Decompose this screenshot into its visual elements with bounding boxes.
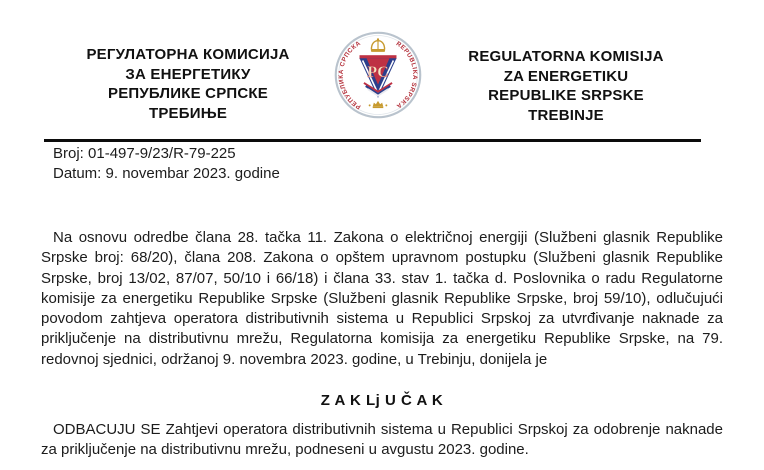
document-date: Datum: 9. novembar 2023. godine [53, 164, 280, 182]
letterhead-cyrillic [40, 45, 336, 123]
preamble-paragraph: Na osnovu odredbe člana 28. tačka 11. Zakona o električnoj energiji (Službeni glasnik Republike Srpske broj: 68/20), člana 208. Zakona o opštem upravnom postupku (Službeni glasnik Republike Srpske, broj 13/02, 87/07, 50/10 i 66/18) i člana 33. stav 1. tačka d. Poslovnika o radu Regulatorne komisije za energetiku Republike Srpske (Službeni glasnik Republike Srpske, broj 59/10), odlučujući povodom zahtjeva operatora distributivnih sistema u Republici Srpskoj za utvrđivanje naknade za priključenje na distributivnu mrežu, Regulatorna komisija za energetiku Republike Srpske, na 79. redovnoj sjednici, održanoj 9. novembra 2023. godine, u Trebinju, donijela je [41, 229, 723, 368]
seal-svg [334, 27, 422, 123]
seal-ring-text-right: REPUBLIKA SRPSKA [394, 40, 419, 110]
republika-srpska-seal-icon [334, 27, 422, 123]
letterhead-line: ZA ENERGETIKU [503, 67, 629, 85]
seal-ring-text-left: РЕПУБЛИКА СРПСКА [337, 39, 363, 111]
letterhead-line: РЕГУЛАТОРНА КОМИСИЈА [86, 46, 290, 63]
letterhead-latin [420, 47, 712, 125]
document-number: Broj: 01-497-9/23/R-79-225 [53, 145, 236, 162]
letterhead-line: REGULATORNA KOMISIJA [468, 48, 664, 65]
seal-monogram: РС [367, 63, 389, 81]
document-meta [53, 144, 280, 183]
letterhead-line: РЕПУБЛИКЕ СРПСКЕ [108, 85, 268, 102]
letterhead-line: ЗА ЕНЕРГЕТИКУ [125, 65, 251, 83]
letterhead-line: TREBINJE [528, 106, 604, 124]
letterhead-line: REPUBLIKE SRPSKE [488, 87, 644, 104]
conclusion-heading: Z A K Lj U Č A K [320, 392, 444, 409]
letterhead-line: ТРЕБИЊЕ [148, 104, 228, 122]
conclusion-paragraph: ODBACUJU SE Zahtjevi operatora distributivnih sistema u Republici Srpskoj za odobrenje naknade za priključenje na distributivnu mrežu, podneseni u avgustu 2023. godine. [41, 421, 723, 459]
header-divider [44, 139, 701, 142]
